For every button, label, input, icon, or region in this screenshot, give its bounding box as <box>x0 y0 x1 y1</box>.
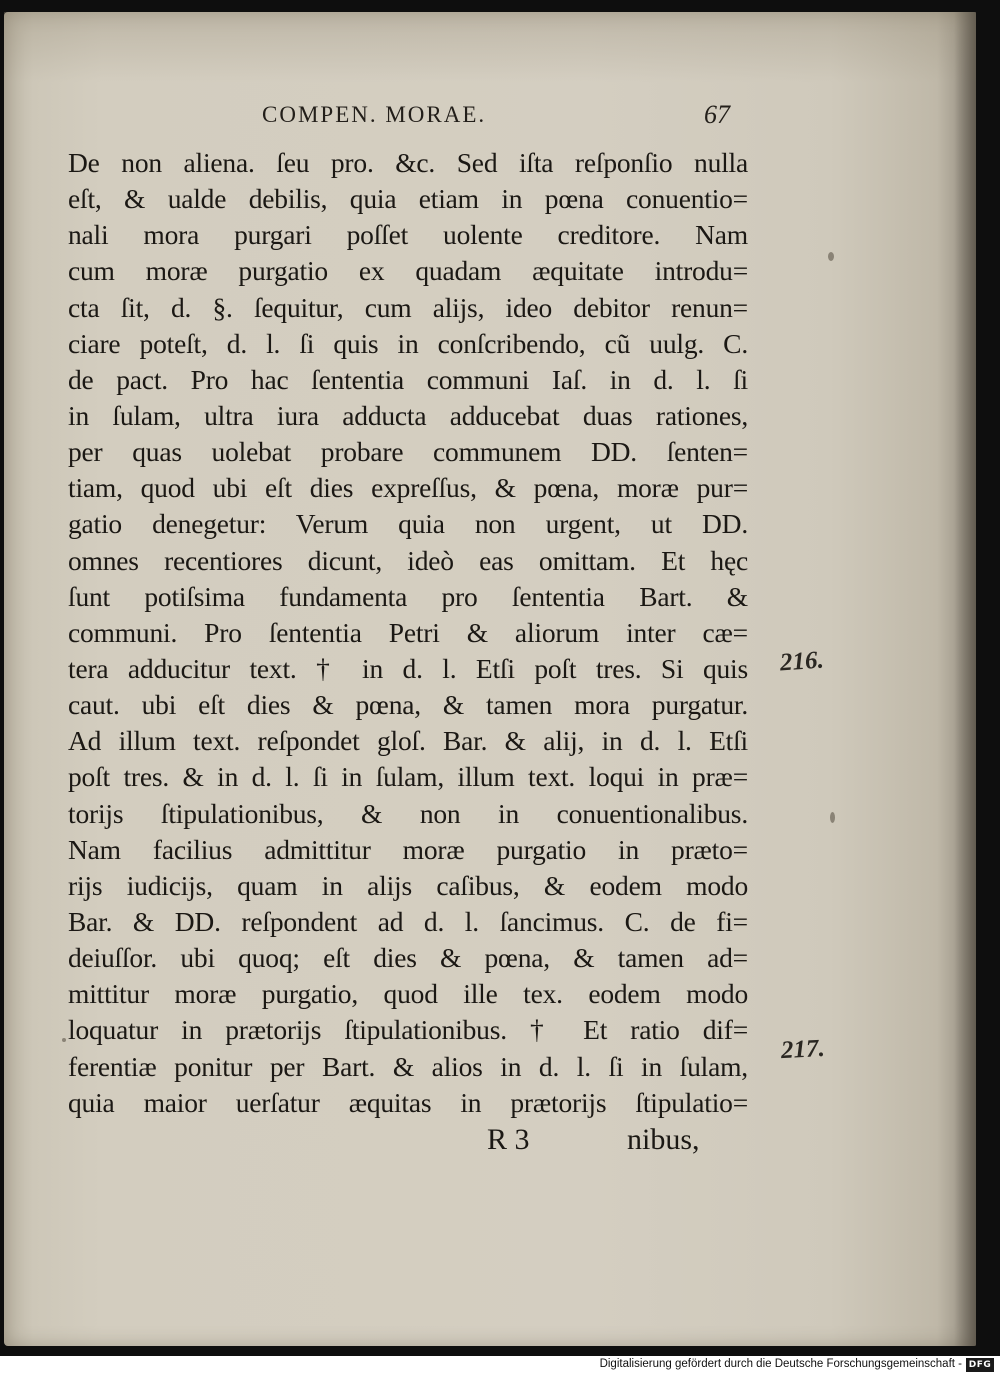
footer-bar <box>0 1356 1000 1375</box>
text-line: caut. ubi eſt dies & pœna, & tamen mora purgatur. <box>68 689 748 721</box>
text-line: per quas uolebat probare communem DD. ſenten= <box>68 436 748 468</box>
text-line: De non aliena. ſeu pro. &c. Sed iſta reſponſio nulla <box>68 147 748 178</box>
text-line: omnes recentiores dicunt, ideò eas omittam. Et hęc <box>68 544 748 576</box>
text-line: rijs iudicijs, quam in alijs caſibus, & eodem modo <box>68 869 748 901</box>
dfg-credit-text: Digitalisierung gefördert durch die Deutsche Forschungsgemeinschaft - <box>599 1358 962 1370</box>
text-line: loquatur in prætorijs ſtipulationibus. † Et ratio dif= <box>68 1014 748 1046</box>
text-line: Nam facilius admittitur moræ purgatio in præto= <box>68 833 748 865</box>
paper-speck <box>62 1038 66 1042</box>
paper-speck <box>828 252 834 261</box>
text-line: gatio denegetur: Verum quia non urgent, ut DD. <box>68 508 748 540</box>
text-line: in ſulam, ultra iura adducta adducebat duas rationes, <box>68 399 748 431</box>
text-line: quia maior uerſatur æquitas in prætorijs ſtipulatio= <box>68 1086 748 1118</box>
text-line: de pact. Pro hac ſententia communi Iaſ. in d. l. ſi <box>68 363 748 395</box>
text-line: cta ſit, d. §. ſequitur, cum alijs, ideo debitor renun= <box>68 291 748 323</box>
text-line: eſt, & ualde debilis, quia etiam in pœna conuentio= <box>68 183 748 215</box>
text-line: ciare poteſt, d. l. ſi quis in conſcribendo, cũ uulg. C. <box>68 327 748 359</box>
page-number: 67 <box>704 100 730 129</box>
text-line: Ad illum text. reſpondet gloſ. Bar. & alij, in d. l. Etſi <box>68 725 748 757</box>
text-line: nali mora purgari poſſet uolente creditore. Nam <box>68 219 748 251</box>
text-line: communi. Pro ſententia Petri & aliorum inter cæ= <box>68 616 748 648</box>
book-page <box>4 12 976 1346</box>
paper-speck <box>830 812 835 823</box>
text-line: tiam, quod ubi eſt dies expreſſus, & pœna, moræ pur= <box>68 472 748 504</box>
text-line: deiuſſor. ubi quoq; eſt dies & pœna, & tamen ad= <box>68 942 748 974</box>
text-line: poſt tres. & in d. l. ſi in ſulam, illum text. loqui in præ= <box>68 761 748 793</box>
margin-note-1: 216. <box>779 646 825 677</box>
text-line: Bar. & DD. reſpondent ad d. l. ſancimus. C. de fi= <box>68 905 748 937</box>
body-text <box>68 145 748 1121</box>
margin-note-2: 217. <box>780 1034 826 1065</box>
text-line: mittitur moræ purgatio, quod ille tex. eodem modo <box>68 978 748 1010</box>
running-head: COMPEN. MORAE. <box>262 102 487 127</box>
text-line: cum moræ purgatio ex quadam æquitate introdu= <box>68 255 748 287</box>
text-line: ferentiæ ponitur per Bart. & alios in d. l. ſi in ſulam, <box>68 1050 748 1082</box>
text-line: ſunt potiſsima fundamenta pro ſententia Bart. & <box>68 580 748 612</box>
text-line: torijs ſtipulationibus, & non in conuentionalibus. <box>68 797 748 829</box>
dfg-logo: DFG <box>966 1358 994 1372</box>
catchword: nibus, <box>627 1123 700 1156</box>
signature-mark: R 3 <box>487 1123 530 1156</box>
text-line: tera adducitur text. † in d. l. Etſi poſt tres. Si quis <box>68 652 748 684</box>
page-gutter-shadow <box>954 12 976 1346</box>
